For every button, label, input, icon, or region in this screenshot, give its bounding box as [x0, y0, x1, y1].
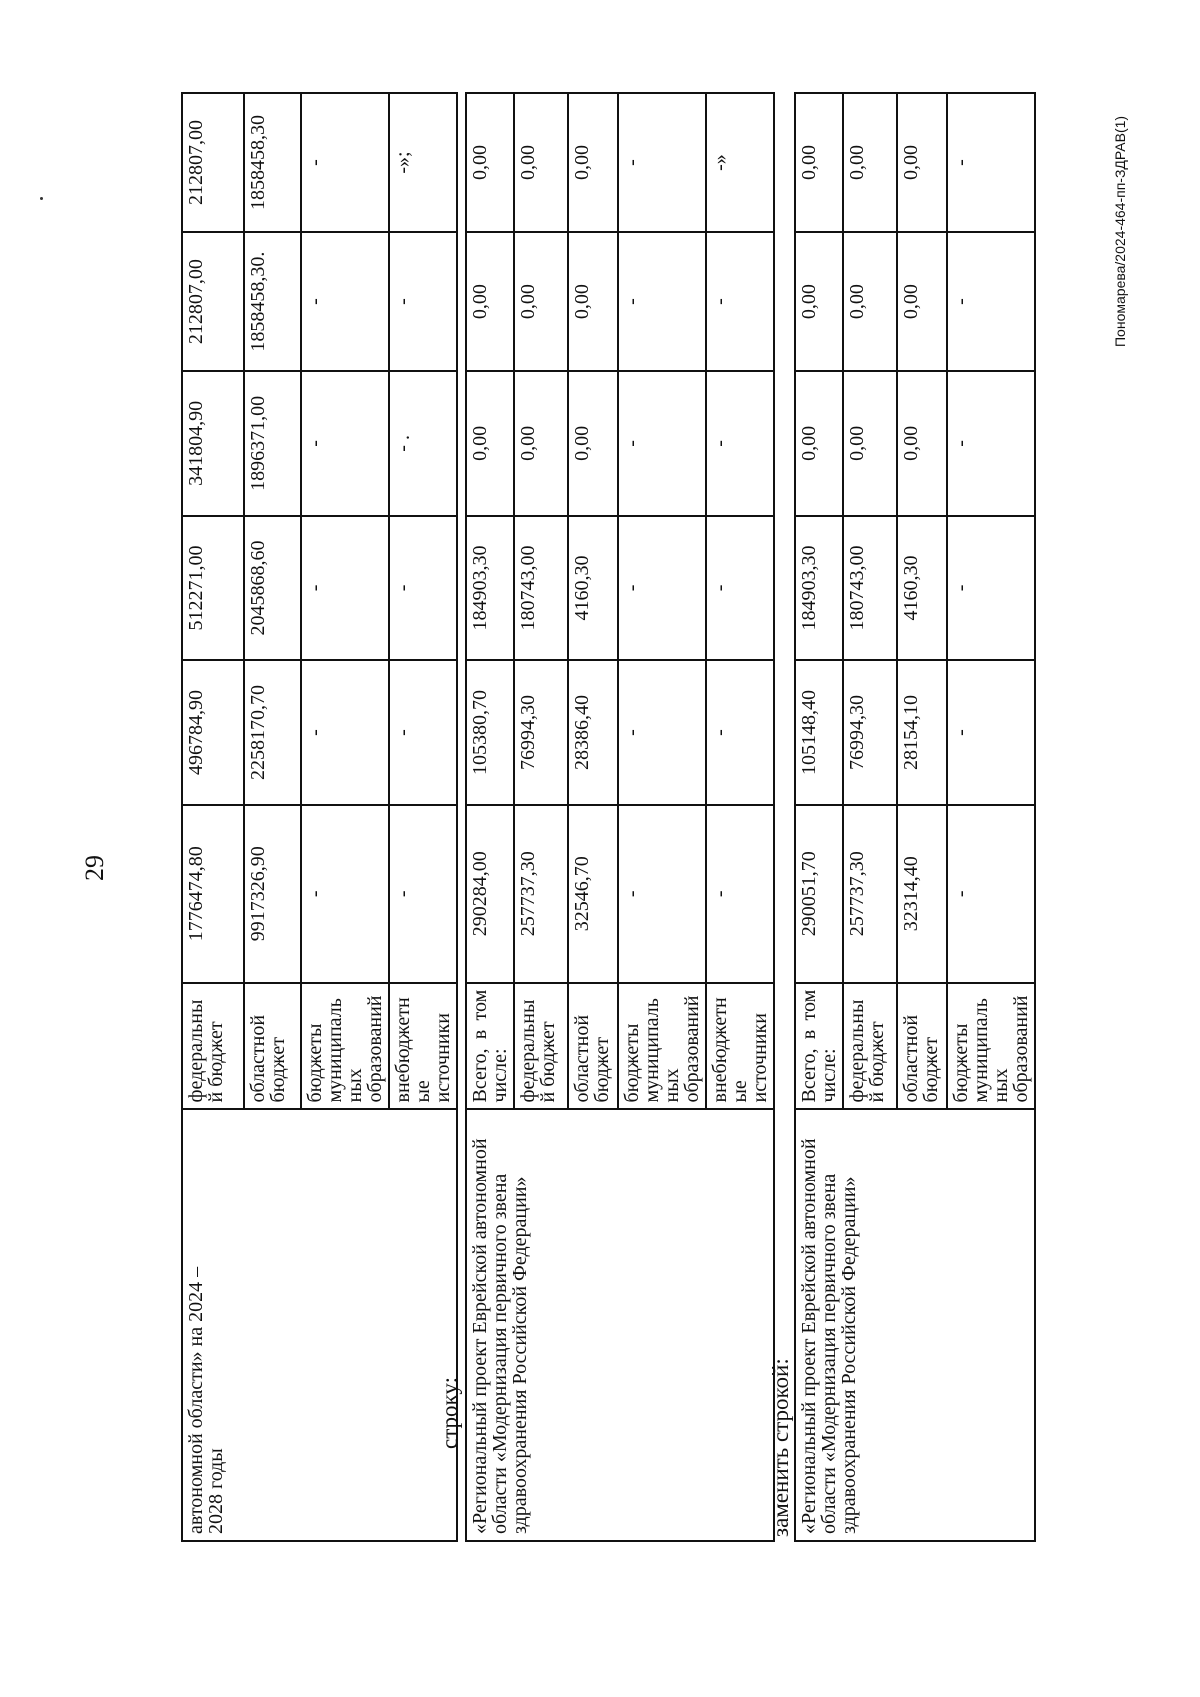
value-cell: 4160,30 [568, 516, 618, 661]
value-cell: 0,00 [568, 232, 618, 371]
table-row [182, 93, 244, 1541]
value-cell: 257737,30 [514, 805, 568, 983]
table-old-row [465, 92, 775, 1542]
value-cell: - [947, 371, 1035, 516]
value-cell: 1858458,30 [244, 93, 301, 232]
value-cell: 0,00 [514, 232, 568, 371]
table-row [466, 93, 514, 1541]
value-cell: 0,00 [897, 93, 947, 232]
value-cell: - [389, 232, 457, 371]
value-cell: 0,00 [897, 232, 947, 371]
value-cell: 9917326,90 [244, 805, 301, 983]
source-cell: областной бюджет [568, 983, 618, 1110]
value-cell: - [947, 805, 1035, 983]
value-cell: - [618, 516, 706, 661]
source-cell: Всего, в том числе: [795, 983, 843, 1110]
value-cell: - [301, 232, 389, 371]
value-cell: - [706, 371, 774, 516]
value-cell: 290051,70 [795, 805, 843, 983]
value-cell: 105148,40 [795, 660, 843, 805]
value-cell: 0,00 [568, 93, 618, 232]
value-cell: 0,00 [795, 93, 843, 232]
value-cell: - [947, 232, 1035, 371]
value-cell: - [301, 371, 389, 516]
value-cell: - [389, 660, 457, 805]
value-cell: 0,00 [795, 232, 843, 371]
value-cell: 1896371,00 [244, 371, 301, 516]
table-new-row [794, 92, 1036, 1542]
value-cell: 1776474,80 [182, 805, 244, 983]
value-cell: 0,00 [568, 371, 618, 516]
value-cell: 212807,00 [182, 232, 244, 371]
value-cell: 32546,70 [568, 805, 618, 983]
source-cell: областной бюджет [897, 983, 947, 1110]
value-cell: - [706, 660, 774, 805]
value-cell: 0,00 [843, 93, 897, 232]
value-cell: - [618, 93, 706, 232]
value-cell: 2045868,60 [244, 516, 301, 661]
row-name-line: автономной области» на 2024 – [185, 1266, 207, 1534]
value-cell: 496784,90 [182, 660, 244, 805]
source-cell: федеральный бюджет [514, 983, 568, 1110]
value-cell: 0,00 [795, 371, 843, 516]
value-cell: 180743,00 [514, 516, 568, 661]
table-continuation [181, 92, 458, 1542]
section-label-zamenit: заменить строкой: [768, 1358, 793, 1537]
value-cell: 0,00 [466, 93, 514, 232]
value-cell: 0,00 [514, 93, 568, 232]
value-cell: 180743,00 [843, 516, 897, 661]
row-name-cell: «Региональный проект Еврейской автономной области «Модернизация первичного звена здравоохранения Российской Федерации» [795, 1110, 1035, 1542]
value-cell: 0,00 [843, 232, 897, 371]
value-cell: 4160,30 [897, 516, 947, 661]
document-code: Пономарева/2024-464-пп-ЗДРАВ(1) [1112, 115, 1128, 347]
value-cell: - . [389, 371, 457, 516]
source-cell: Всего, в том числе: [466, 983, 514, 1110]
value-cell: 212807,00 [182, 93, 244, 232]
row-name-line: 2028 годы [205, 1448, 227, 1534]
value-cell: -» [706, 93, 774, 232]
row-name-cell: «Региональный проект Еврейской автономной области «Модернизация первичного звена здравоохранения Российской Федерации» [466, 1110, 774, 1542]
value-cell: 76994,30 [514, 660, 568, 805]
source-cell: федеральный бюджет [843, 983, 897, 1110]
value-cell: 28154,10 [897, 660, 947, 805]
value-cell: - [301, 516, 389, 661]
value-cell: 0,00 [843, 371, 897, 516]
value-cell: 2258170,70 [244, 660, 301, 805]
value-cell: 184903,30 [466, 516, 514, 661]
value-cell: -»; [389, 93, 457, 232]
value-cell: 290284,00 [466, 805, 514, 983]
value-cell: 341804,90 [182, 371, 244, 516]
value-cell: - [618, 232, 706, 371]
value-cell: 184903,30 [795, 516, 843, 661]
scan-speck [40, 197, 43, 200]
value-cell: - [947, 660, 1035, 805]
source-cell: бюджеты муниципальных образований [947, 983, 1035, 1110]
value-cell: 0,00 [514, 371, 568, 516]
value-cell: - [301, 93, 389, 232]
source-cell: внебюджетные источники [706, 983, 774, 1110]
source-cell: бюджеты муниципальных образований [301, 983, 389, 1110]
source-cell: внебюджетные источники [389, 983, 457, 1110]
value-cell: 257737,30 [843, 805, 897, 983]
value-cell: 0,00 [466, 232, 514, 371]
value-cell: 28386,40 [568, 660, 618, 805]
value-cell: - [618, 371, 706, 516]
page-number: 29 [80, 855, 109, 881]
value-cell: - [706, 232, 774, 371]
value-cell: - [947, 93, 1035, 232]
value-cell: 0,00 [897, 371, 947, 516]
value-cell: - [947, 516, 1035, 661]
row-name-cell [182, 1110, 457, 1542]
value-cell: 32314,40 [897, 805, 947, 983]
source-cell: областной бюджет [244, 983, 301, 1110]
table-row [795, 93, 843, 1541]
value-cell: - [706, 516, 774, 661]
value-cell: 76994,30 [843, 660, 897, 805]
value-cell: 1858458,30. [244, 232, 301, 371]
source-cell: бюджеты муниципальных образований [618, 983, 706, 1110]
value-cell: - [618, 660, 706, 805]
value-cell: - [706, 805, 774, 983]
source-cell: федеральный бюджет [182, 983, 244, 1110]
value-cell: 105380,70 [466, 660, 514, 805]
value-cell: 512271,00 [182, 516, 244, 661]
value-cell: - [301, 805, 389, 983]
value-cell: - [618, 805, 706, 983]
value-cell: - [389, 805, 457, 983]
section-label-stroku: строку: [437, 1377, 462, 1449]
value-cell: - [301, 660, 389, 805]
value-cell: - [389, 516, 457, 661]
value-cell: 0,00 [466, 371, 514, 516]
